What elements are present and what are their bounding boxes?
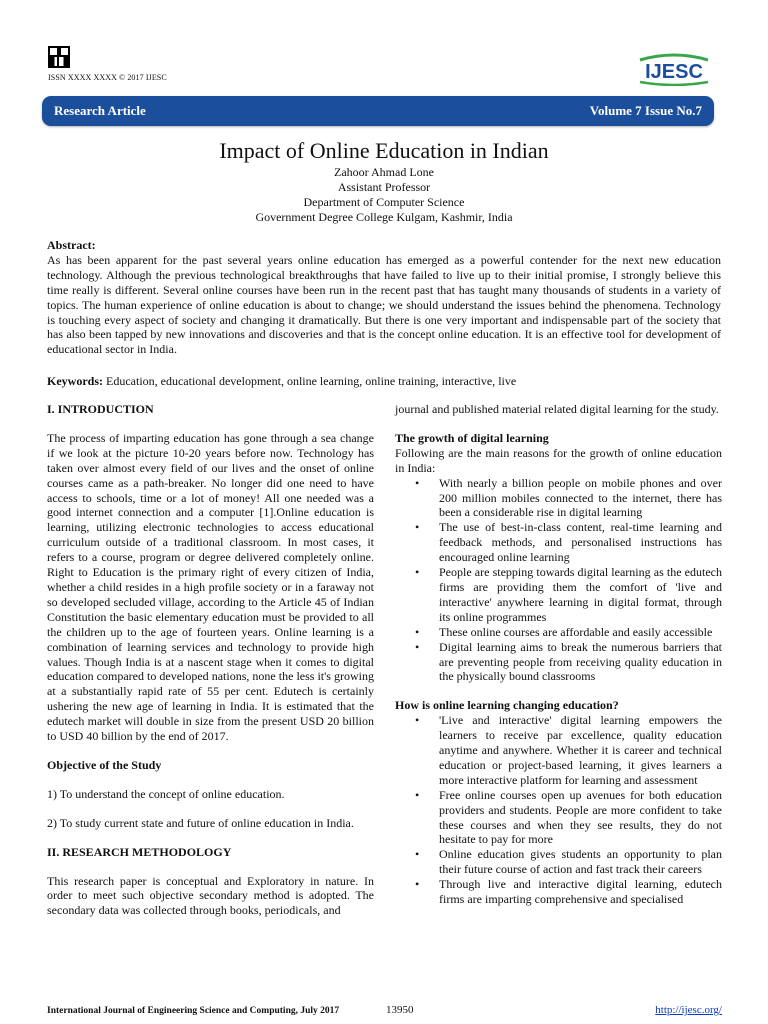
methodology-text: This research paper is conceptual and Exploratory in nature. In order to meet such objective secondary method is adopted. The secondary data was collected through books, periodicals, and: [47, 873, 374, 918]
author-college: Government Degree College Kulgam, Kashmir, India: [255, 210, 513, 224]
article-header-bar: [42, 96, 714, 126]
change-heading: How is online learning changing education?: [395, 698, 619, 713]
article-type: Research Article: [54, 103, 146, 118]
intro-heading: I. INTRODUCTION: [47, 402, 154, 416]
left-column: [47, 402, 374, 918]
keywords-text: Education, educational development, online learning, online training, interactive, live: [103, 374, 517, 388]
list-item: • Digital learning aims to break the numerous barriers that are preventing people from receiving quality education in the physically bound classrooms: [439, 640, 722, 685]
right-column: [395, 402, 722, 907]
growth-intro: Following are the main reasons for the growth of online education in India:: [395, 445, 722, 475]
page-number: 13950: [386, 1004, 414, 1016]
list-item: • Online education gives students an opportunity to plan their future course of action and fast track their careers: [439, 847, 722, 877]
abstract-section: [47, 238, 721, 357]
abstract-text: As has been apparent for the past several years online education has emerged as a powerful contender for the next new education technology. Although the previous technological breakthroughs that have failed to live up to their initial promise, I strongly believe this time really is different. Several online courses have been run in the recent past that has taught many thousands of students in a variety of topics. The human experience of online education is about to change; we should understand the issues behind the phenomena. Technology is touching every aspect of society and changing it dramatically. But there is one very important and indispensable part of the society that has also been tapped by new innovations and discoveries and that is the concept online education. It is an effective tool for development of educational sector in India.: [47, 252, 721, 357]
abstract-heading: Abstract:: [47, 238, 96, 252]
objective-heading: Objective of the Study: [47, 757, 162, 772]
author-role: Assistant Professor: [337, 180, 431, 194]
methodology-heading: II. RESEARCH METHODOLOGY: [47, 844, 232, 859]
list-item: • These online courses are affordable and easily accessible: [439, 625, 722, 640]
continued-text: journal and published material related digital learning for the study.: [395, 402, 719, 416]
growth-heading: The growth of digital learning: [395, 430, 549, 445]
change-list: [395, 713, 722, 907]
ijesc-logo: [634, 52, 714, 86]
list-item: • 'Live and interactive' digital learning empowers the learners to receive par excellence, quality education anytime and anywhere. Whether it is career and technical education or project-based learning, it gives learners a more interactive platform for learning and assessment: [439, 713, 722, 788]
issn-line: ISSN XXXX XXXX © 2017 IJESC: [48, 73, 167, 82]
intro-text: The process of imparting education has gone through a sea change if we look at the picture 10-20 years before now. Technology has taken over almost every field of our lives and the onset of online courses came as a path-breaker. No longer did one need to have access to schools, time or a lot of money! All one needed was a good internet connection and a computer [1].Online education is learning, utilizing electronic technologies to access educational curriculum outside of a traditional classroom. In most cases, it refers to a course, program or degree delivered completely online. Right to Education is the primary right of every citizen of India, whether a child resides in a high profile society or in a faraway not so developed secluded village, according to the Article 45 of Indian Constitution the basic elementary education must be provided to all the children up to the age of fourteen years. Online learning is a combination of learning services and technology to provide high values. Though India is at a nascent stage when it comes to digital education compared to developed nations, none the less it's growing at a substantially rapid rate of 55 per cent. Edutech is certainly ushering the new age of learning in India. It is estimated that the edutech market will double in size from the present USD 20 billion to USD 40 billion by the end of 2017.: [47, 430, 374, 744]
keywords-label: Keywords:: [47, 374, 103, 388]
objective-item: 2) To study current state and future of online education in India.: [47, 815, 354, 830]
list-item: • Through live and interactive digital learning, edutech firms are imparting comprehensive and specialised: [439, 877, 722, 907]
objective-item: 1) To understand the concept of online education.: [47, 786, 285, 801]
list-item: • The use of best-in-class content, real-time learning and feedback methods, and personalised instructions has encouraged online learning: [439, 520, 722, 565]
author-department: Department of Computer Science: [303, 195, 465, 209]
list-item: • With nearly a billion people on mobile phones and over 200 million mobiles connected to the internet, there has been a considerable rise in digital learning: [439, 476, 722, 521]
paper-title: Impact of Online Education in Indian: [219, 138, 549, 163]
author-block: [0, 165, 768, 225]
author-name: Zahoor Ahmad Lone: [334, 165, 434, 179]
svg-text:IJESC: IJESC: [645, 61, 703, 83]
footer-journal: International Journal of Engineering Science and Computing, July 2017: [47, 1006, 340, 1016]
list-item: • People are stepping towards digital learning as the edutech firms are providing them the comfort of 'live and interactive' anywhere learning in digital format, through its online programmes: [439, 565, 722, 625]
qr-code-icon: [48, 46, 70, 68]
journal-link[interactable]: http://ijesc.org/: [655, 1004, 722, 1016]
volume-issue: Volume 7 Issue No.7: [589, 103, 702, 118]
keywords-line: [47, 374, 721, 389]
growth-list: [395, 476, 722, 685]
list-item: • Free online courses open up avenues for both education providers and students. People are more confident to take these courses and when they see results, they do not hesitate to pay for more: [439, 788, 722, 848]
